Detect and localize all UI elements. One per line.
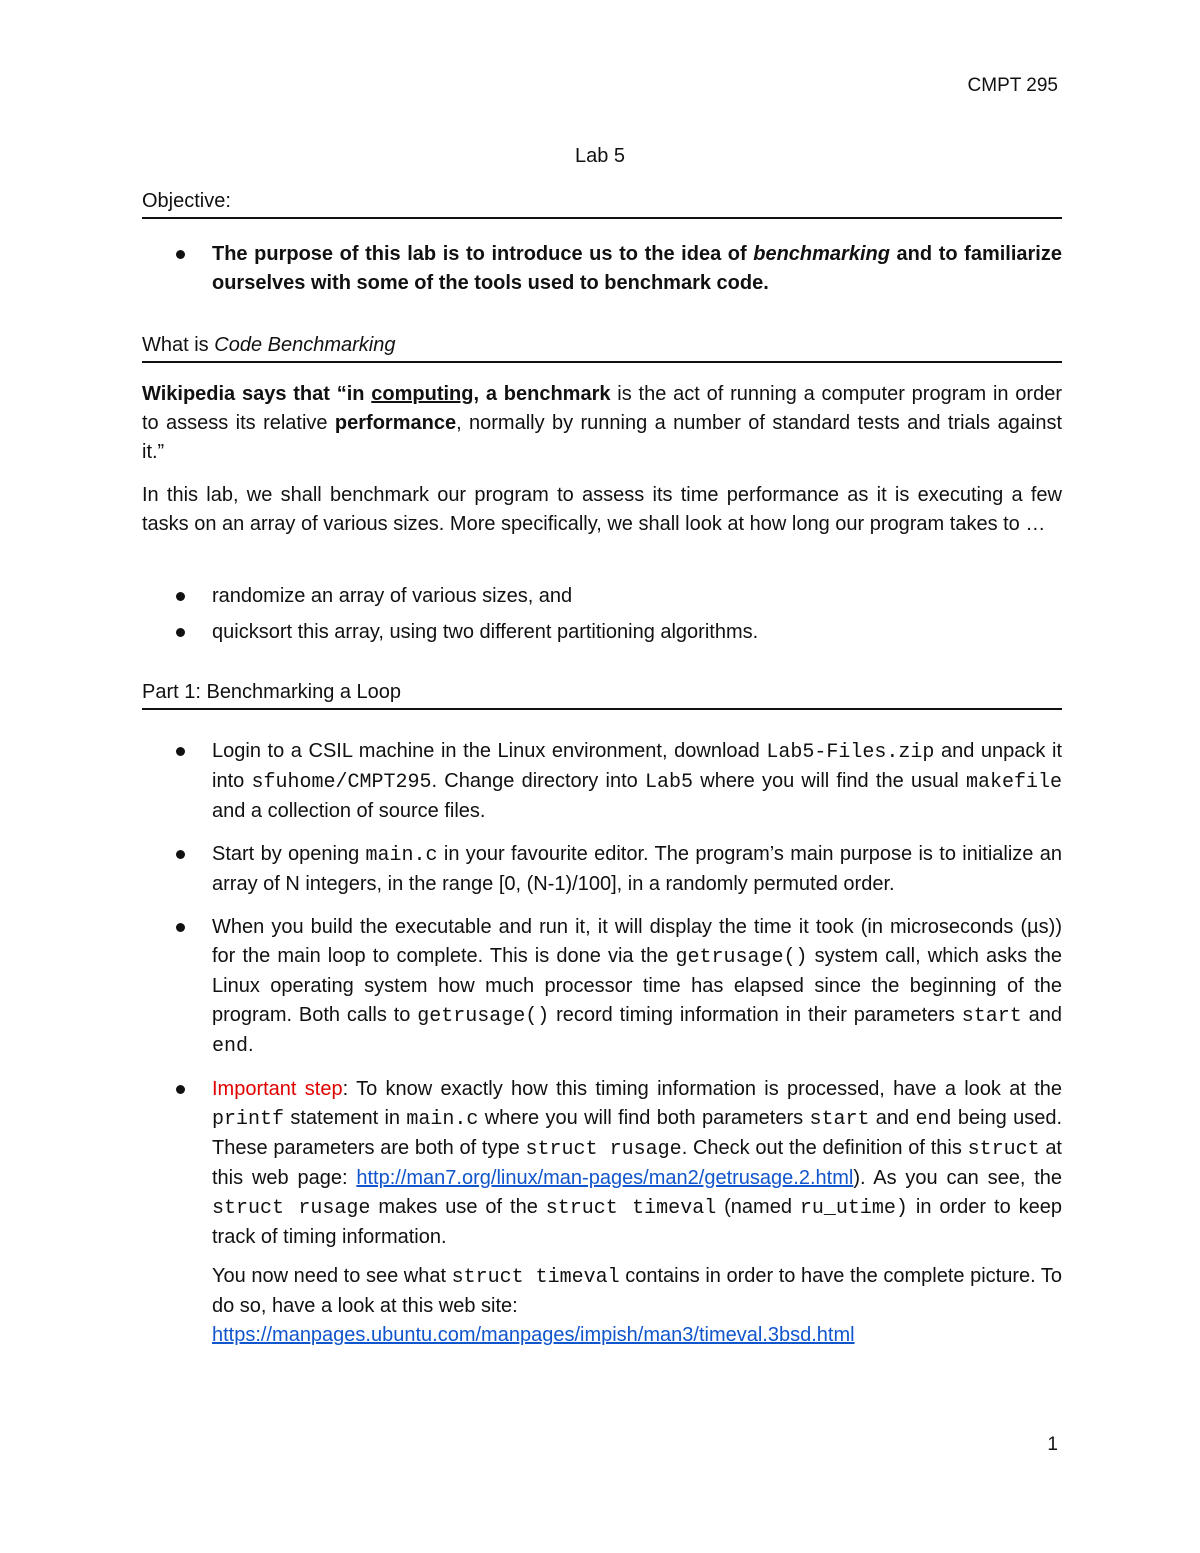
what-is-heading: What is Code Benchmarking [142,334,1062,363]
objective-list [142,240,1062,298]
wikipedia-paragraph: Wikipedia says that “in computing, a benchmark is the act of running a computer program in order to assess its relative performance, normally by running a number of standard tests and trials against it.” [142,383,1062,463]
bullet-icon [176,747,185,756]
objective-heading: Objective: [142,190,1062,219]
part1-heading: Part 1: Benchmarking a Loop [142,681,1062,710]
list-item: Start by opening main.c in your favourite editor. The program’s main purpose is to initialize an array of N integers, in the range [0, (N-1)/100], in a randomly permuted order. [142,840,1062,899]
intro-paragraph: In this lab, we shall benchmark our program to assess its time performance as it is executing a few tasks on an array of various sizes. More specifically, we shall look at how long our program takes to … [142,484,1062,535]
list-item: randomize an array of various sizes, and [142,582,1062,611]
bullet-icon [176,250,185,259]
list-item: The purpose of this lab is to introduce us to the idea of benchmarking and to familiarize ourselves with some of the tools used to benchmark code. [142,240,1062,298]
task-list-2 [142,618,1062,647]
list-item: Login to a CSIL machine in the Linux environment, download Lab5-Files.zip and unpack it into sfuhome/CMPT295. Change directory into Lab5 where you will find the usual makefile and a collection of source files. [142,737,1062,826]
course-header: CMPT 295 [967,75,1058,96]
what-is-section [142,334,1062,363]
computing-link[interactable]: computing [371,383,474,405]
part1-section [142,681,1062,710]
list-item: When you build the executable and run it, it will display the time it took (in microseconds (µs)) for the main loop to complete. This is done via the getrusage() system call, which asks the Linux operating system how much processor time has elapsed since the beginning of the program. Both calls to getrusage() record timing information in their parameters start and end. [142,913,1062,1061]
objective-section [142,190,1062,219]
bullet-icon [176,592,185,601]
page-title: Lab 5 [574,145,626,167]
bullet-icon [176,1085,185,1094]
list-item: Important step: To know exactly how this timing information is processed, have a look at the printf statement in main.c where you will find both parameters start and end being used. These parameters are both of type struct rusage. Check out the definition of this struct at this web page: http://man7.org/linux/man-pages/man2/getrusage.2.html). As you can see, the struct rusage makes use of the struct timeval (named ru_utime) in order to keep track of timing information. You now need to see what struct timeval contains in order to have the complete picture. To do so, have a look at this web site: https://manpages.ubuntu.com/manpages/impish/man3/timeval.3bsd.html [142,1075,1062,1350]
important-step-label: Important step [212,1078,343,1100]
bullet-icon [176,850,185,859]
page-number: 1 [1047,1434,1058,1455]
bullet-icon [176,923,185,932]
timeval-man-link[interactable]: https://manpages.ubuntu.com/manpages/impish/man3/timeval.3bsd.html [212,1324,855,1346]
part1-list [142,737,1062,1350]
bullet-icon [176,628,185,637]
timeval-paragraph: You now need to see what struct timeval contains in order to have the complete picture. To do so, have a look at this web site: https://manpages.ubuntu.com/manpages/impish/man3/timeval.3bsd.html [212,1265,1063,1346]
getrusage-man-link[interactable]: http://man7.org/linux/man-pages/man2/getrusage.2.html [356,1167,854,1189]
task-list [142,582,1062,611]
list-item: quicksort this array, using two different partitioning algorithms. [142,618,1062,647]
